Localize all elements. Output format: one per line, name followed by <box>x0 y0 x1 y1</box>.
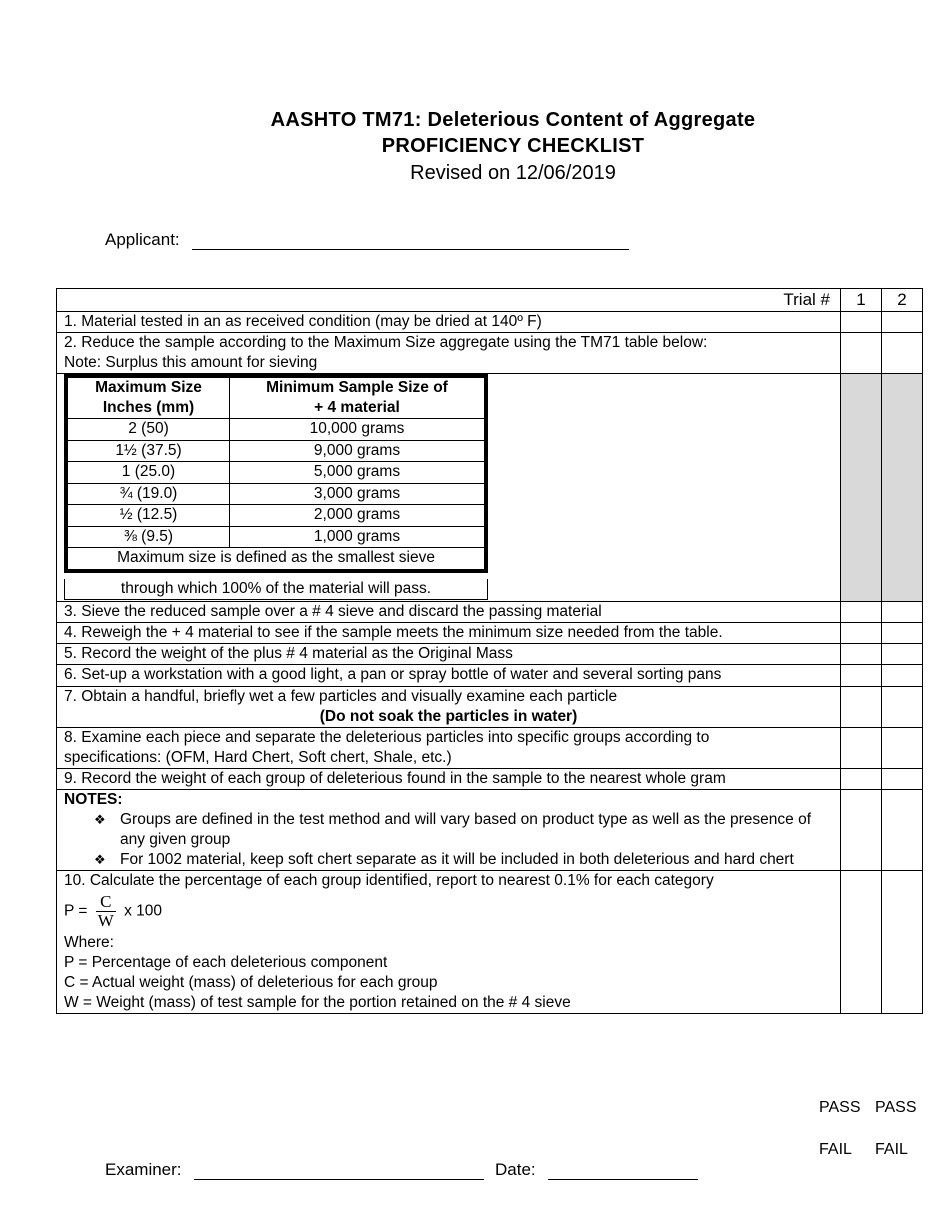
step-10-line-1: 10. Calculate the percentage of each group identified, report to nearest 0.1% for each category <box>64 871 714 889</box>
step-1-row <box>57 312 923 333</box>
step-9-trial-2-cell[interactable] <box>882 768 923 789</box>
step-1-text: 1. Material tested in an as received condition (may be dried at 140º F) <box>57 312 841 333</box>
size-value: ⅜ (9.5) <box>68 526 230 548</box>
definition-c: C = Actual weight (mass) of deleterious for each group <box>64 973 438 991</box>
applicant-field <box>105 229 629 250</box>
step-4-text: 4. Reweigh the + 4 material to see if the sample meets the minimum size needed from the table. <box>57 622 841 643</box>
revision-date: Revised on 12/06/2019 <box>410 162 616 184</box>
step-8-text <box>57 727 841 768</box>
step-1-trial-1-cell[interactable] <box>841 312 882 333</box>
step-4-row <box>57 622 923 643</box>
step-5-trial-2-cell[interactable] <box>882 643 923 664</box>
step-6-text: 6. Set-up a workstation with a good light, a pan or spray bottle of water and several sorting pans <box>57 664 841 686</box>
min-sample-value: 1,000 grams <box>230 526 485 548</box>
step-2-trial-1-cell[interactable] <box>841 333 882 374</box>
size-value: ¾ (19.0) <box>68 483 230 505</box>
formula-lhs: P = <box>64 902 88 920</box>
size-row <box>68 505 484 527</box>
size-table-header <box>68 378 484 419</box>
size-table-footnote-2: through which 100% of the material will pass. <box>64 579 488 600</box>
step-10-row <box>57 870 923 1013</box>
step-4-trial-1-cell[interactable] <box>841 622 882 643</box>
step-3-row <box>57 601 923 622</box>
size-table-cell <box>57 374 841 602</box>
step-9-text: 9. Record the weight of each group of deleterious found in the sample to the nearest whole gram <box>57 768 841 789</box>
trial-header-row <box>57 289 923 312</box>
step-7-warning: (Do not soak the particles in water) <box>319 707 578 725</box>
step-10-trial-2-cell[interactable] <box>882 870 923 1013</box>
pass-option-trial-2[interactable]: PASS <box>875 1099 917 1116</box>
size-row <box>68 419 484 441</box>
examiner-label: Examiner: <box>105 1160 182 1179</box>
step-8-row <box>57 727 923 768</box>
min-sample-value: 9,000 grams <box>230 440 485 462</box>
step-7-text <box>57 686 841 727</box>
size-table-frame <box>64 374 488 573</box>
notes-trial-1-cell <box>841 789 882 870</box>
formula-multiplier: x 100 <box>124 902 163 920</box>
size-header-max: Maximum Size Inches (mm) <box>68 378 230 419</box>
formula-denominator: W <box>97 910 114 930</box>
formula-numerator: C <box>96 893 116 912</box>
percentage-formula <box>64 893 833 930</box>
size-header-min: Minimum Sample Size of + 4 material <box>230 378 485 419</box>
checklist-table <box>56 288 923 1014</box>
min-sample-value: 2,000 grams <box>230 505 485 527</box>
examiner-date-row <box>105 1159 698 1180</box>
step-8-trial-2-cell[interactable] <box>882 727 923 768</box>
notes-list <box>64 810 833 870</box>
size-table-trial-1-cell <box>841 374 882 602</box>
step-1-trial-2-cell[interactable] <box>882 312 923 333</box>
step-7-trial-2-cell[interactable] <box>882 686 923 727</box>
size-table-row <box>57 374 923 602</box>
step-2-text <box>57 333 841 374</box>
step-10-text <box>57 870 841 1013</box>
fail-option-trial-2[interactable]: FAIL <box>875 1141 908 1158</box>
step-7-trial-1-cell[interactable] <box>841 686 882 727</box>
size-table-footnote-1: Maximum size is defined as the smallest sieve <box>68 548 484 569</box>
trial-label: Trial # <box>57 289 841 312</box>
trial-number-1: 1 <box>841 289 882 312</box>
pass-option-trial-1[interactable]: PASS <box>819 1099 861 1116</box>
step-5-row <box>57 643 923 664</box>
step-3-text: 3. Sieve the reduced sample over a # 4 sieve and discard the passing material <box>57 601 841 622</box>
note-item: ❖ For 1002 material, keep soft chert separate as it will be included in both deleterious and hard chert <box>94 850 833 870</box>
step-8-line-1: 8. Examine each piece and separate the deleterious particles into specific groups according to <box>64 728 710 746</box>
step-3-trial-2-cell[interactable] <box>882 601 923 622</box>
min-sample-value: 10,000 grams <box>230 419 485 441</box>
size-value: 1 (25.0) <box>68 462 230 484</box>
step-7-line-1: 7. Obtain a handful, briefly wet a few particles and visually examine each particle <box>64 687 618 705</box>
step-6-trial-1-cell[interactable] <box>841 664 882 686</box>
where-label: Where: <box>64 933 114 951</box>
step-7-row <box>57 686 923 727</box>
definition-w: W = Weight (mass) of test sample for the portion retained on the # 4 sieve <box>64 993 571 1011</box>
step-9-row <box>57 768 923 789</box>
fail-option-trial-1[interactable]: FAIL <box>819 1141 852 1158</box>
document-title: AASHTO TM71: Deleterious Content of Aggregate <box>270 109 756 131</box>
step-5-text: 5. Record the weight of the plus # 4 material as the Original Mass <box>57 643 841 664</box>
size-value: 2 (50) <box>68 419 230 441</box>
size-row <box>68 483 484 505</box>
step-10-trial-1-cell[interactable] <box>841 870 882 1013</box>
formula-fraction <box>96 893 116 930</box>
date-label: Date: <box>495 1160 536 1179</box>
size-table-trial-2-cell <box>882 374 923 602</box>
date-input-line[interactable] <box>548 1159 698 1180</box>
step-3-trial-1-cell[interactable] <box>841 601 882 622</box>
notes-row <box>57 789 923 870</box>
size-table-footnote-1-row <box>68 548 484 569</box>
applicant-label: Applicant: <box>105 230 180 249</box>
step-8-line-2: specifications: (OFM, Hard Chert, Soft chert, Shale, etc.) <box>64 748 452 766</box>
size-table <box>68 378 484 569</box>
step-2-trial-2-cell[interactable] <box>882 333 923 374</box>
step-6-row <box>57 664 923 686</box>
step-8-trial-1-cell[interactable] <box>841 727 882 768</box>
step-5-trial-1-cell[interactable] <box>841 643 882 664</box>
notes-trial-2-cell <box>882 789 923 870</box>
examiner-input-line[interactable] <box>194 1159 484 1180</box>
trial-number-2: 2 <box>882 289 923 312</box>
size-value: 1½ (37.5) <box>68 440 230 462</box>
step-4-trial-2-cell[interactable] <box>882 622 923 643</box>
applicant-input-line[interactable] <box>192 229 629 250</box>
min-sample-value: 3,000 grams <box>230 483 485 505</box>
step-2-note: Note: Surplus this amount for sieving <box>64 354 318 371</box>
notes-cell <box>57 789 841 870</box>
size-row <box>68 526 484 548</box>
document-subtitle: PROFICIENCY CHECKLIST <box>381 135 645 157</box>
notes-label: NOTES: <box>64 790 123 808</box>
note-item: ❖ Groups are defined in the test method and will vary based on product type as well as the presence of any given group <box>94 810 833 850</box>
size-row <box>68 440 484 462</box>
min-sample-value: 5,000 grams <box>230 462 485 484</box>
size-value: ½ (12.5) <box>68 505 230 527</box>
step-9-trial-1-cell[interactable] <box>841 768 882 789</box>
step-2-row <box>57 333 923 374</box>
step-6-trial-2-cell[interactable] <box>882 664 923 686</box>
size-row <box>68 462 484 484</box>
definition-p: P = Percentage of each deleterious component <box>64 953 388 971</box>
step-2-line-1: 2. Reduce the sample according to the Maximum Size aggregate using the TM71 table below: <box>64 334 708 351</box>
